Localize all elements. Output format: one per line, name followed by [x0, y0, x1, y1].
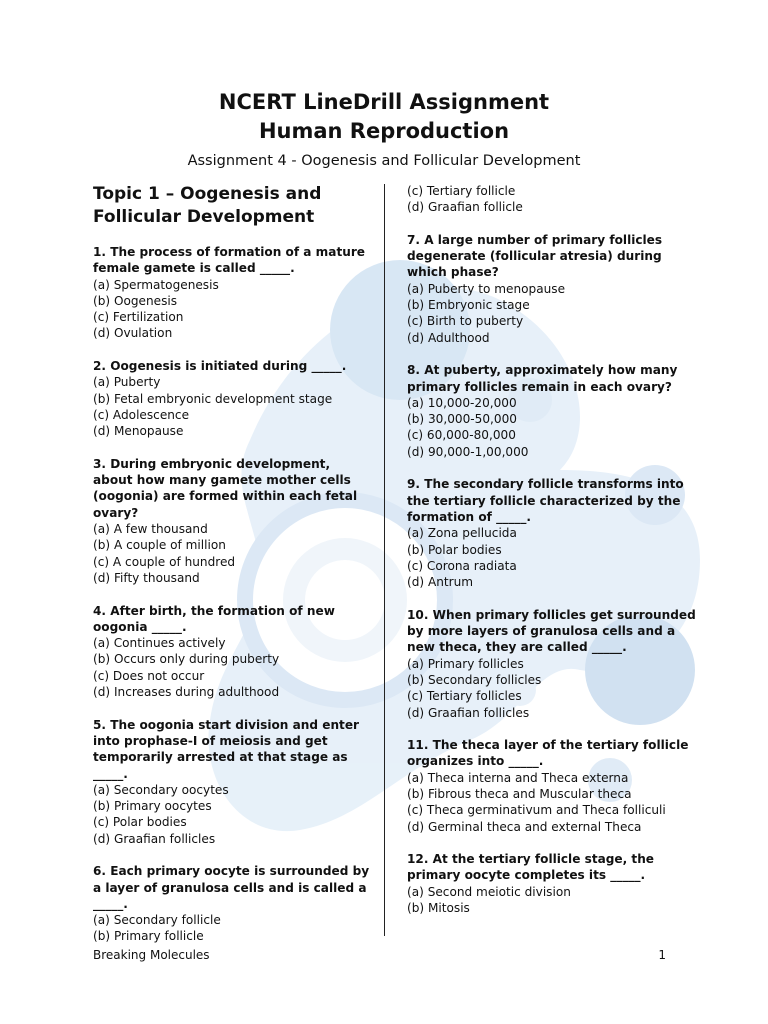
answer-option: (c) Fertilization	[93, 310, 184, 325]
answer-option: (d) Graafian follicle	[407, 200, 523, 215]
answer-option: (a) Secondary follicle	[93, 913, 221, 928]
page-number: 1	[658, 948, 666, 962]
question-text: 6. Each primary oocyte is surrounded by a layer of granulosa cells and is called a _____.	[93, 864, 370, 911]
answer-option: (d) Antrum	[407, 575, 474, 590]
question-text: 4. After birth, the formation of new oogonia _____.	[93, 603, 335, 634]
answer-option: (a) Continues actively	[93, 636, 226, 651]
question-text: 10. When primary follicles get surrounded by more layers of granulosa cells and a new theca, they are called _____.	[407, 607, 696, 655]
answer-option: (c) Polar bodies	[93, 815, 187, 830]
question-block	[407, 737, 697, 835]
answer-option: (a) 10,000-20,000	[407, 395, 517, 410]
page-header	[0, 88, 768, 172]
question-block	[407, 607, 697, 721]
answer-option: (b) 30,000-50,000	[407, 412, 517, 427]
answer-option: (c) Tertiary follicles	[407, 689, 522, 704]
answer-option: (d) Menopause	[93, 424, 184, 439]
answer-option: (d) Fifty thousand	[93, 570, 200, 585]
answer-option: (c) Birth to puberty	[407, 314, 524, 329]
question-text: 1. The process of formation of a mature female gamete is called _____.	[93, 245, 366, 276]
answer-option: (b) Oogenesis	[93, 293, 178, 308]
answer-option: (b) Primary follicle	[93, 929, 204, 944]
question-text: 7. A large number of primary follicles degenerate (follicular atresia) during which phase?	[407, 232, 663, 280]
answer-option: (a) Puberty	[93, 375, 161, 390]
question-block	[93, 863, 373, 944]
answer-option: (a) Theca interna and Theca externa	[407, 770, 629, 785]
answer-option: (a) Puberty to menopause	[407, 281, 566, 296]
continued-options	[407, 183, 697, 216]
answer-option: (d) Graafian follicles	[407, 705, 530, 720]
question-text: 2. Oogenesis is initiated during _____.	[93, 359, 347, 374]
question-text: 9. The secondary follicle transforms into the tertiary follicle characterized by the formation of _____.	[407, 477, 684, 524]
question-block	[407, 362, 697, 460]
answer-option: (a) Spermatogenesis	[93, 277, 219, 292]
answer-option: (a) Second meiotic division	[407, 884, 571, 899]
answer-option: (c) Adolescence	[93, 407, 190, 422]
question-text: 11. The theca layer of the tertiary follicle organizes into _____.	[407, 738, 689, 769]
answer-option: (a) Zona pellucida	[407, 526, 517, 541]
question-block	[407, 851, 697, 916]
answer-option: (b) Fibrous theca and Muscular theca	[407, 786, 632, 801]
answer-option: (d) Increases during adulthood	[93, 685, 280, 700]
answer-option: (d) Graafian follicles	[93, 831, 216, 846]
answer-option: (b) Primary oocytes	[93, 799, 212, 814]
answer-option: (a) Secondary oocytes	[93, 782, 229, 797]
topic-heading: Topic 1 – Oogenesis and Follicular Development	[93, 184, 322, 227]
answer-option: (a) Primary follicles	[407, 656, 524, 671]
answer-option: (b) Polar bodies	[407, 542, 502, 557]
answer-option: (c) A couple of hundred	[93, 554, 236, 569]
question-block	[93, 244, 373, 342]
question-block	[93, 717, 373, 847]
answer-option: (b) Secondary follicles	[407, 672, 542, 687]
answer-option: (c) Tertiary follicle	[407, 184, 516, 198]
left-question-list	[93, 244, 373, 945]
answer-option: (d) Germinal theca and external Theca	[407, 819, 642, 834]
page-footer	[93, 948, 666, 962]
assignment-subtitle: Assignment 4 - Oogenesis and Follicular Development	[187, 153, 581, 169]
question-text: 5. The oogonia start division and enter into prophase-I of meiosis and get temporarily arrested at that stage as _____.	[93, 717, 359, 781]
question-block	[93, 358, 373, 439]
footer-brand: Breaking Molecules	[93, 948, 210, 962]
answer-option: (b) Fetal embryonic development stage	[93, 391, 333, 406]
right-question-list	[407, 232, 697, 916]
answer-option: (c) Does not occur	[93, 668, 205, 683]
question-text: 12. At the tertiary follicle stage, the primary oocyte completes its _____.	[407, 852, 655, 883]
answer-option: (c) Theca germinativum and Theca folliculi	[407, 803, 666, 818]
question-block	[93, 603, 373, 701]
answer-option: (d) 90,000-1,00,000	[407, 444, 529, 459]
answer-option: (c) Corona radiata	[407, 558, 517, 573]
question-block	[407, 232, 697, 346]
answer-option: (d) Adulthood	[407, 330, 490, 345]
left-column	[93, 183, 373, 961]
answer-option: (c) 60,000-80,000	[407, 428, 516, 443]
question-block	[93, 456, 373, 586]
answer-option: (d) Ovulation	[93, 326, 173, 341]
answer-option: (b) Embryonic stage	[407, 298, 530, 313]
answer-option: (a) A few thousand	[93, 522, 208, 537]
answer-option: (b) Occurs only during puberty	[93, 652, 280, 667]
question-text: 8. At puberty, approximately how many primary follicles remain in each ovary?	[407, 363, 678, 394]
right-column	[407, 183, 697, 933]
answer-option: (b) A couple of million	[93, 538, 226, 553]
assignment-title: NCERT LineDrill Assignment	[218, 90, 550, 114]
question-text: 3. During embryonic development, about how many gamete mother cells (oogonia) are formed within each fetal ovary?	[93, 456, 358, 520]
column-divider	[384, 184, 385, 936]
question-block	[407, 476, 697, 590]
answer-option: (b) Mitosis	[407, 901, 470, 916]
chapter-title: Human Reproduction	[258, 119, 510, 143]
